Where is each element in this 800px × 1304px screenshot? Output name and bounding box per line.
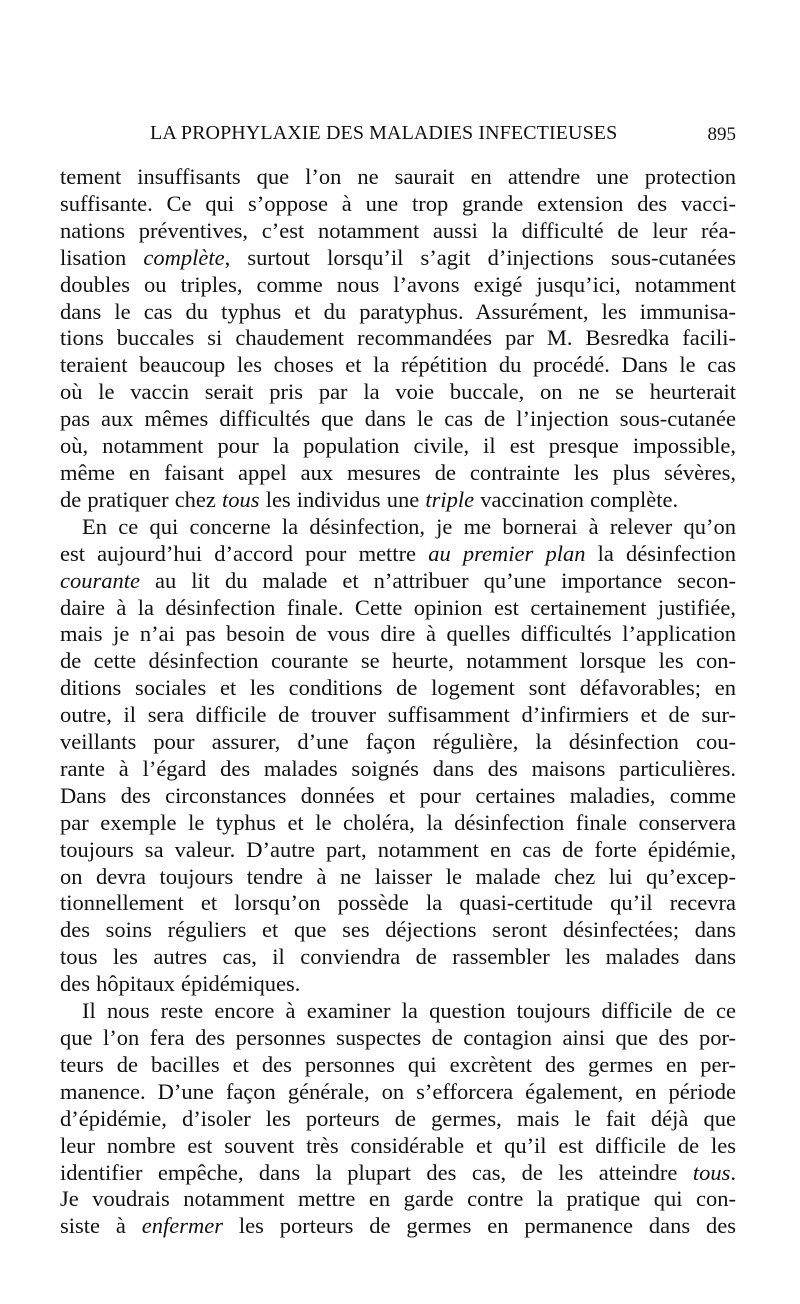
text-line: nations préventives, c’est notamment aussi la difficulté de leur réa- <box>60 217 736 243</box>
italic-emphasis: au premier plan <box>428 540 586 566</box>
text-line: des soins réguliers et que ses déjections seront désinfectées; dans <box>60 917 736 943</box>
italic-emphasis: complète <box>143 244 225 270</box>
text-line: En ce qui concerne la désinfection, je me bornerai à relever qu’on <box>82 513 736 539</box>
text-line: que l’on fera des personnes suspectes de contagion ainsi que des por- <box>60 1025 736 1050</box>
italic-emphasis: tous <box>692 1159 731 1185</box>
text-line: pas aux mêmes difficultés que dans le cas de l’injection sous-cutanée <box>60 406 736 432</box>
text-line: de pratiquer chez tous les individus une triple vaccination complète. <box>60 486 679 512</box>
running-head <box>150 122 798 150</box>
text-line: Dans des circonstances données et pour certaines maladies, comme <box>60 782 736 808</box>
text-line: ditions sociales et les conditions de logement sont défavorables; en <box>60 675 736 701</box>
text-line: même en faisant appel aux mesures de contrainte les plus sévères, <box>60 459 736 485</box>
italic-emphasis: courante <box>60 567 140 593</box>
text-line: courante au lit du malade et n’attribuer qu’une importance secon- <box>60 567 736 593</box>
italic-emphasis: tous <box>222 486 260 512</box>
text-line: des hôpitaux épidémiques. <box>60 971 301 997</box>
paragraph <box>60 164 736 514</box>
text-line: lisation complète, surtout lorsqu’il s’agit d’injections sous-cutanées <box>60 244 737 270</box>
text-line: tions buccales si chaudement recommandées par M. Besredka facili- <box>60 325 736 351</box>
running-title: LA PROPHYLAXIE DES MALADIES INFECTIEUSES <box>150 122 618 144</box>
text-line: identifier empêche, dans la plupart des cas, de les atteindre tous. <box>60 1159 736 1185</box>
text-line: tement insuffisants que l’on ne saurait en attendre une protection <box>60 164 736 189</box>
text-line: est aujourd’hui d’accord pour mettre au premier plan la désinfection <box>60 540 737 566</box>
text-line: mais je n’ai pas besoin de vous dire à quelles difficultés l’application <box>60 621 736 647</box>
text-line: daire à la désinfection finale. Cette opinion est certainement justifiée, <box>60 594 736 620</box>
text-line: d’épidémie, d’isoler les porteurs de germes, mais le fait déjà que <box>60 1105 736 1131</box>
text-line: Je voudrais notamment mettre en garde contre la pratique qui con- <box>60 1186 736 1212</box>
text-line: on devra toujours tendre à ne laisser le malade chez lui qu’excep- <box>60 863 736 889</box>
italic-emphasis: triple <box>425 486 475 512</box>
text-line: rante à l’égard des malades soignés dans des maisons particulières. <box>60 755 736 781</box>
paragraph <box>60 514 736 998</box>
text-line: où le vaccin serait pris par la voie buccale, on ne se heurterait <box>60 379 736 405</box>
text-line: teraient beaucoup les choses et la répétition du procédé. Dans le cas <box>60 352 736 378</box>
text-line: leur nombre est souvent très considérable et qu’il est difficile de les <box>60 1132 736 1158</box>
body-text <box>60 164 736 1240</box>
paragraph <box>60 998 736 1240</box>
italic-emphasis: enfermer <box>141 1213 223 1239</box>
text-line: outre, il sera difficile de trouver suffisamment d’infirmiers et de sur- <box>60 702 736 728</box>
text-line: toujours sa valeur. D’autre part, notamment en cas de forte épidémie, <box>60 836 736 862</box>
text-line: teurs de bacilles et des personnes qui excrètent des germes en per- <box>60 1051 736 1077</box>
text-line: suffisante. Ce qui s’oppose à une trop grande extension des vacci- <box>60 190 736 216</box>
text-line: tous les autres cas, il conviendra de rassembler les malades dans <box>60 944 736 970</box>
text-line: tionnellement et lorsqu’on possède la quasi-certitude qu’il recevra <box>60 890 736 916</box>
text-line: de cette désinfection courante se heurte, notamment lorsque les con- <box>60 648 736 674</box>
text-line: Il nous reste encore à examiner la question toujours difficile de ce <box>82 998 736 1024</box>
text-line: où, notamment pour la population civile, il est presque impossible, <box>60 433 736 459</box>
text-line: siste à enfermer les porteurs de germes en permanence dans des <box>60 1213 736 1239</box>
text-line: doubles ou triples, comme nous l’avons exigé jusqu’ici, notamment <box>60 271 736 297</box>
text-line: veillants pour assurer, d’une façon régulière, la désinfection cou- <box>60 729 736 755</box>
text-line: manence. D’une façon générale, on s’efforcera également, en période <box>60 1078 736 1104</box>
text-line: par exemple le typhus et le choléra, la désinfection finale conservera <box>60 809 736 835</box>
text-line: dans le cas du typhus et du paratyphus. Assurément, les immunisa- <box>60 298 736 324</box>
page-number: 895 <box>707 124 736 145</box>
